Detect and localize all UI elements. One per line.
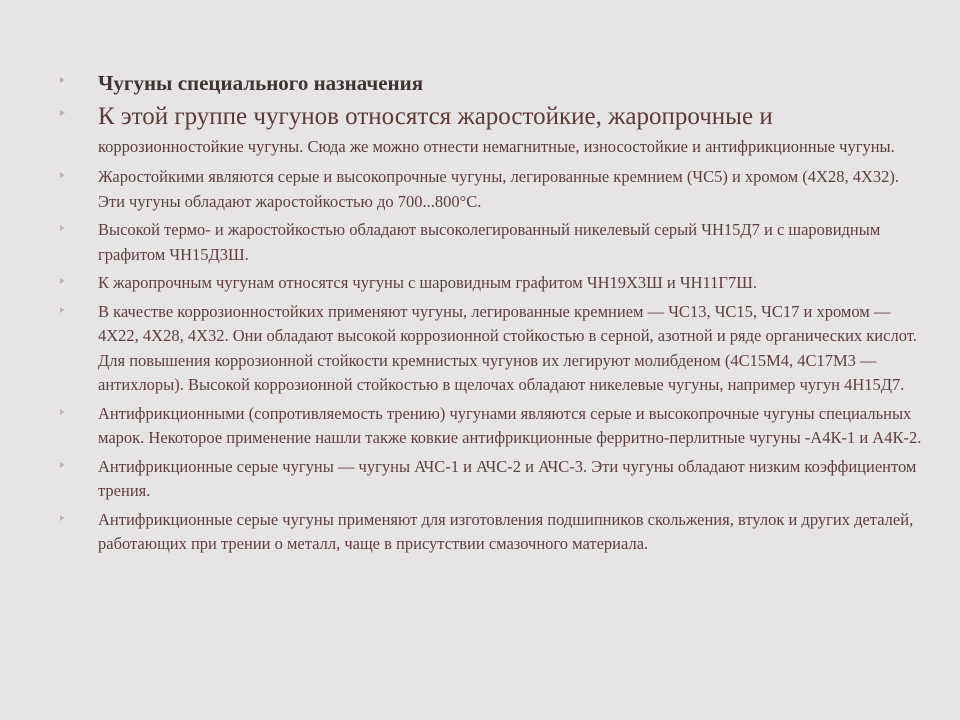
paragraph-creep-resistant: К жаропрочным чугунам относятся чугуны с шаровидным графитом ЧН19Х3Ш и ЧН11Г7Ш. — [98, 271, 924, 296]
lead-large-text: К этой группе чугунов относятся жаростойкие, жаропрочные и — [98, 103, 773, 130]
bullet-arrow-icon — [60, 409, 65, 415]
bullet-arrow-icon — [60, 515, 65, 521]
lead-text: коррозионностойкие чугуны. Сюда же можно отнести немагнитные, износостойкие и антифрикционные чугуны. — [98, 137, 895, 156]
paragraph-heat-resistant: Жаростойкими являются серые и высокопрочные чугуны, легированные кремнием (ЧС5) и хромом (4Х28, 4Х32). Эти чугуны обладают жаростойкостью до 700...800°С. — [98, 165, 924, 214]
lead-paragraph — [98, 100, 924, 159]
bullet-arrow-icon — [60, 278, 65, 284]
slide-title: Чугуны специального назначения — [98, 68, 924, 98]
bullet-arrow-icon — [60, 172, 65, 178]
bullet-arrow-icon — [60, 307, 65, 313]
paragraph-nickel: Высокой термо- и жаростойкостью обладают высоколегированный никелевый серый ЧН15Д7 и с шаровидным графитом ЧН15Д3Ш. — [98, 218, 924, 267]
paragraph-antifriction-grades: Антифрикционные серые чугуны — чугуны АЧС-1 и АЧС-2 и АЧС-3. Эти чугуны обладают низким коэффициентом трения. — [98, 455, 924, 504]
paragraph-corrosion-resistant: В качестве коррозионностойких применяют чугуны, легированные кремнием — ЧС13, ЧС15, ЧС17 и хромом — 4Х22, 4Х28, 4Х32. Они обладают высокой коррозионной стойкостью в серной, азотной и ряде органических кислот. Для повышения коррозионной стойкости кремнистых чугунов их легируют молибденом (4С15М4, 4С17М3 — антихлоры). Высокой коррозионной стойкостью в щелочах обладают никелевые чугуны, например чугун 4Н15Д7. — [98, 300, 924, 398]
paragraph-antifriction-usage: Антифрикционные серые чугуны применяют для изготовления подшипников скольжения, втулок и других деталей, работающих при трении о металл, чаще в присутствии смазочного материала. — [98, 508, 924, 557]
bullet-arrow-icon — [60, 225, 65, 231]
bullet-arrow-icon — [60, 462, 65, 468]
paragraph-antifriction: Антифрикционными (сопротивляемость трению) чугунами являются серые и высокопрочные чугуны специальных марок. Некоторое применение нашли также ковкие антифрикционные ферритно-перлитные чугуны -А4К-1 и А4К-2. — [98, 402, 924, 451]
bullet-arrow-icon — [60, 77, 65, 83]
bullet-arrow-icon — [60, 110, 65, 116]
